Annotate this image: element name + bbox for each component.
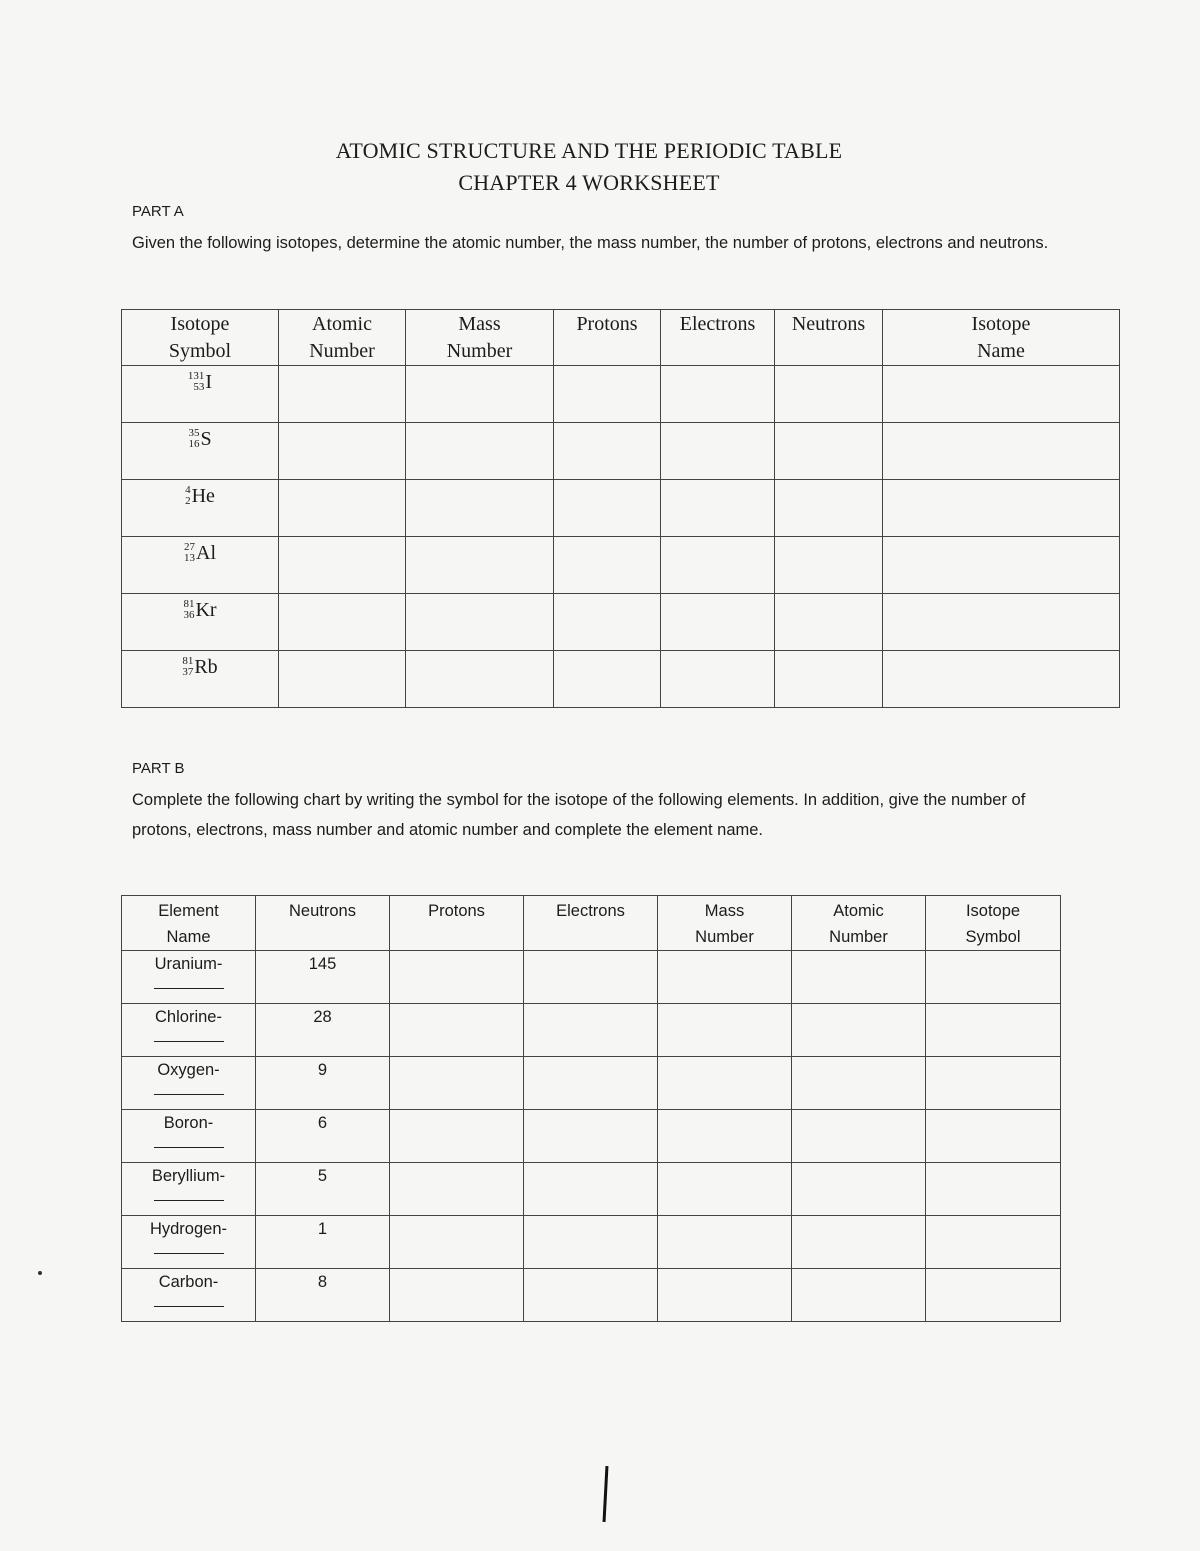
answer-cell[interactable] [883,537,1120,594]
mass-blank-line[interactable] [154,1306,224,1307]
answer-cell[interactable] [661,480,775,537]
answer-cell[interactable] [658,1004,792,1057]
element-row [122,1216,1061,1269]
col-atomic-number: Atomic Number [279,310,406,366]
isotope-row [122,537,1120,594]
element-name-cell [122,1057,256,1110]
answer-cell[interactable] [406,594,554,651]
neutron-count: 8 [317,1273,328,1291]
neutrons-cell [256,1110,390,1163]
element-table-header [122,896,1061,951]
answer-cell[interactable] [554,423,661,480]
answer-cell[interactable] [792,1057,926,1110]
answer-cell[interactable] [792,1004,926,1057]
isotope-symbol-cell [122,480,279,537]
answer-cell[interactable] [883,651,1120,708]
answer-cell[interactable] [524,1216,658,1269]
answer-cell[interactable] [279,366,406,423]
isotope-symbol: 4 2 He [185,484,215,507]
element-name-cell [122,1216,256,1269]
neutron-count: 1 [317,1220,328,1238]
element-name-cell [122,1269,256,1322]
answer-cell[interactable] [390,1057,524,1110]
answer-cell[interactable] [406,480,554,537]
neutron-count: 9 [317,1061,328,1079]
answer-cell[interactable] [883,594,1120,651]
worksheet-subtitle: CHAPTER 4 WORKSHEET [458,170,720,195]
element-table [121,895,1061,1322]
element-row [122,951,1061,1004]
isotope-row [122,423,1120,480]
part-b-label: PART B [132,760,185,777]
isotope-symbol-cell [122,366,279,423]
answer-cell[interactable] [524,1163,658,1216]
answer-cell[interactable] [775,651,883,708]
element-name: Carbon- [158,1273,219,1291]
isotope-row [122,651,1120,708]
answer-cell[interactable] [390,1216,524,1269]
answer-cell[interactable] [792,1216,926,1269]
answer-cell[interactable] [775,594,883,651]
element-row [122,1110,1061,1163]
element-name-cell [122,951,256,1004]
isotope-row [122,480,1120,537]
answer-cell[interactable] [661,651,775,708]
isotope-symbol-cell [122,651,279,708]
neutron-count: 28 [313,1008,332,1026]
col-protons: Protons [554,310,661,366]
isotope-symbol-cell [122,537,279,594]
isotope-symbol: 27 13 Al [184,541,216,564]
isotope-table [121,309,1120,708]
part-a-label: PART A [132,203,184,220]
answer-cell[interactable] [406,537,554,594]
answer-cell[interactable] [406,366,554,423]
neutrons-cell [256,1216,390,1269]
isotope-symbol: 131 53 I [187,370,213,393]
neutrons-cell [256,1004,390,1057]
answer-cell[interactable] [658,1269,792,1322]
answer-cell[interactable] [926,1269,1061,1322]
element-row [122,1163,1061,1216]
answer-cell[interactable] [554,651,661,708]
mass-blank-line[interactable] [154,988,224,989]
col-neutrons: Neutrons [256,896,390,951]
col-mass-number: Mass Number [658,896,792,951]
isotope-symbol: 81 36 Kr [183,598,217,621]
isotope-symbol-cell [122,594,279,651]
col-isotope-symbol: Isotope Symbol [122,310,279,366]
neutrons-cell [256,1269,390,1322]
element-name: Boron- [163,1114,214,1132]
answer-cell[interactable] [554,480,661,537]
answer-cell[interactable] [658,1057,792,1110]
neutrons-cell [256,1163,390,1216]
neutron-count: 5 [317,1167,328,1185]
answer-cell[interactable] [792,1110,926,1163]
scan-speck [38,1271,42,1275]
answer-cell[interactable] [661,594,775,651]
col-mass-number: Mass Number [406,310,554,366]
isotope-symbol-cell [122,423,279,480]
answer-cell[interactable] [792,1163,926,1216]
answer-cell[interactable] [390,1004,524,1057]
answer-cell[interactable] [524,1269,658,1322]
isotope-table-header [122,310,1120,366]
col-protons: Protons [390,896,524,951]
part-b-instructions: Complete the following chart by writing the symbol for the isotope of the following elements. In addition, give the number of protons, electrons, mass number and atomic number and complete the element name. [132,791,1026,839]
answer-cell[interactable] [926,951,1061,1004]
answer-cell[interactable] [524,1004,658,1057]
mass-blank-line[interactable] [154,1147,224,1148]
neutrons-cell [256,951,390,1004]
answer-cell[interactable] [883,480,1120,537]
col-electrons: Electrons [524,896,658,951]
answer-cell[interactable] [658,1216,792,1269]
col-neutrons: Neutrons [775,310,883,366]
answer-cell[interactable] [390,1110,524,1163]
answer-cell[interactable] [926,1004,1061,1057]
answer-cell[interactable] [775,423,883,480]
element-row [122,1057,1061,1110]
answer-cell[interactable] [775,537,883,594]
answer-cell[interactable] [926,1110,1061,1163]
element-name: Uranium- [154,955,223,973]
element-name: Chlorine- [155,1008,222,1026]
element-row [122,1004,1061,1057]
answer-cell[interactable] [775,366,883,423]
isotope-symbol: 81 37 Rb [182,655,218,678]
neutron-count: 6 [317,1114,328,1132]
answer-cell[interactable] [883,366,1120,423]
part-a-instructions: Given the following isotopes, determine the atomic number, the mass number, the number of protons, electrons and neutrons. [132,234,1049,252]
page-number-mark [603,1466,609,1522]
isotope-symbol: 35 16 S [188,427,212,450]
element-name: Beryllium- [151,1167,226,1185]
col-isotope-name: Isotope Name [883,310,1120,366]
col-isotope-symbol: Isotope Symbol [926,896,1061,951]
answer-cell[interactable] [406,651,554,708]
answer-cell[interactable] [279,651,406,708]
mass-blank-line[interactable] [154,1200,224,1201]
answer-cell[interactable] [554,594,661,651]
answer-cell[interactable] [279,423,406,480]
mass-blank-line[interactable] [154,1253,224,1254]
isotope-row [122,366,1120,423]
answer-cell[interactable] [775,480,883,537]
answer-cell[interactable] [524,1110,658,1163]
answer-cell[interactable] [661,423,775,480]
col-atomic-number: Atomic Number [792,896,926,951]
answer-cell[interactable] [926,1163,1061,1216]
answer-cell[interactable] [279,480,406,537]
answer-cell[interactable] [658,1110,792,1163]
answer-cell[interactable] [883,423,1120,480]
element-name-cell [122,1110,256,1163]
col-electrons: Electrons [661,310,775,366]
answer-cell[interactable] [390,951,524,1004]
element-name-cell [122,1004,256,1057]
element-name-cell [122,1163,256,1216]
isotope-row [122,594,1120,651]
answer-cell[interactable] [554,366,661,423]
answer-cell[interactable] [926,1057,1061,1110]
answer-cell[interactable] [390,1163,524,1216]
mass-blank-line[interactable] [154,1094,224,1095]
worksheet-title: ATOMIC STRUCTURE AND THE PERIODIC TABLE [335,138,843,163]
answer-cell[interactable] [658,951,792,1004]
answer-cell[interactable] [792,951,926,1004]
answer-cell[interactable] [661,366,775,423]
col-element-name: Element Name [122,896,256,951]
element-name: Hydrogen- [149,1220,228,1238]
element-name: Oxygen- [157,1061,220,1079]
element-row [122,1269,1061,1322]
answer-cell[interactable] [406,423,554,480]
answer-cell[interactable] [554,537,661,594]
answer-cell[interactable] [524,1057,658,1110]
answer-cell[interactable] [390,1269,524,1322]
answer-cell[interactable] [792,1269,926,1322]
answer-cell[interactable] [658,1163,792,1216]
answer-cell[interactable] [661,537,775,594]
answer-cell[interactable] [926,1216,1061,1269]
neutron-count: 145 [308,955,337,973]
answer-cell[interactable] [524,951,658,1004]
answer-cell[interactable] [279,537,406,594]
mass-blank-line[interactable] [154,1041,224,1042]
answer-cell[interactable] [279,594,406,651]
neutrons-cell [256,1057,390,1110]
